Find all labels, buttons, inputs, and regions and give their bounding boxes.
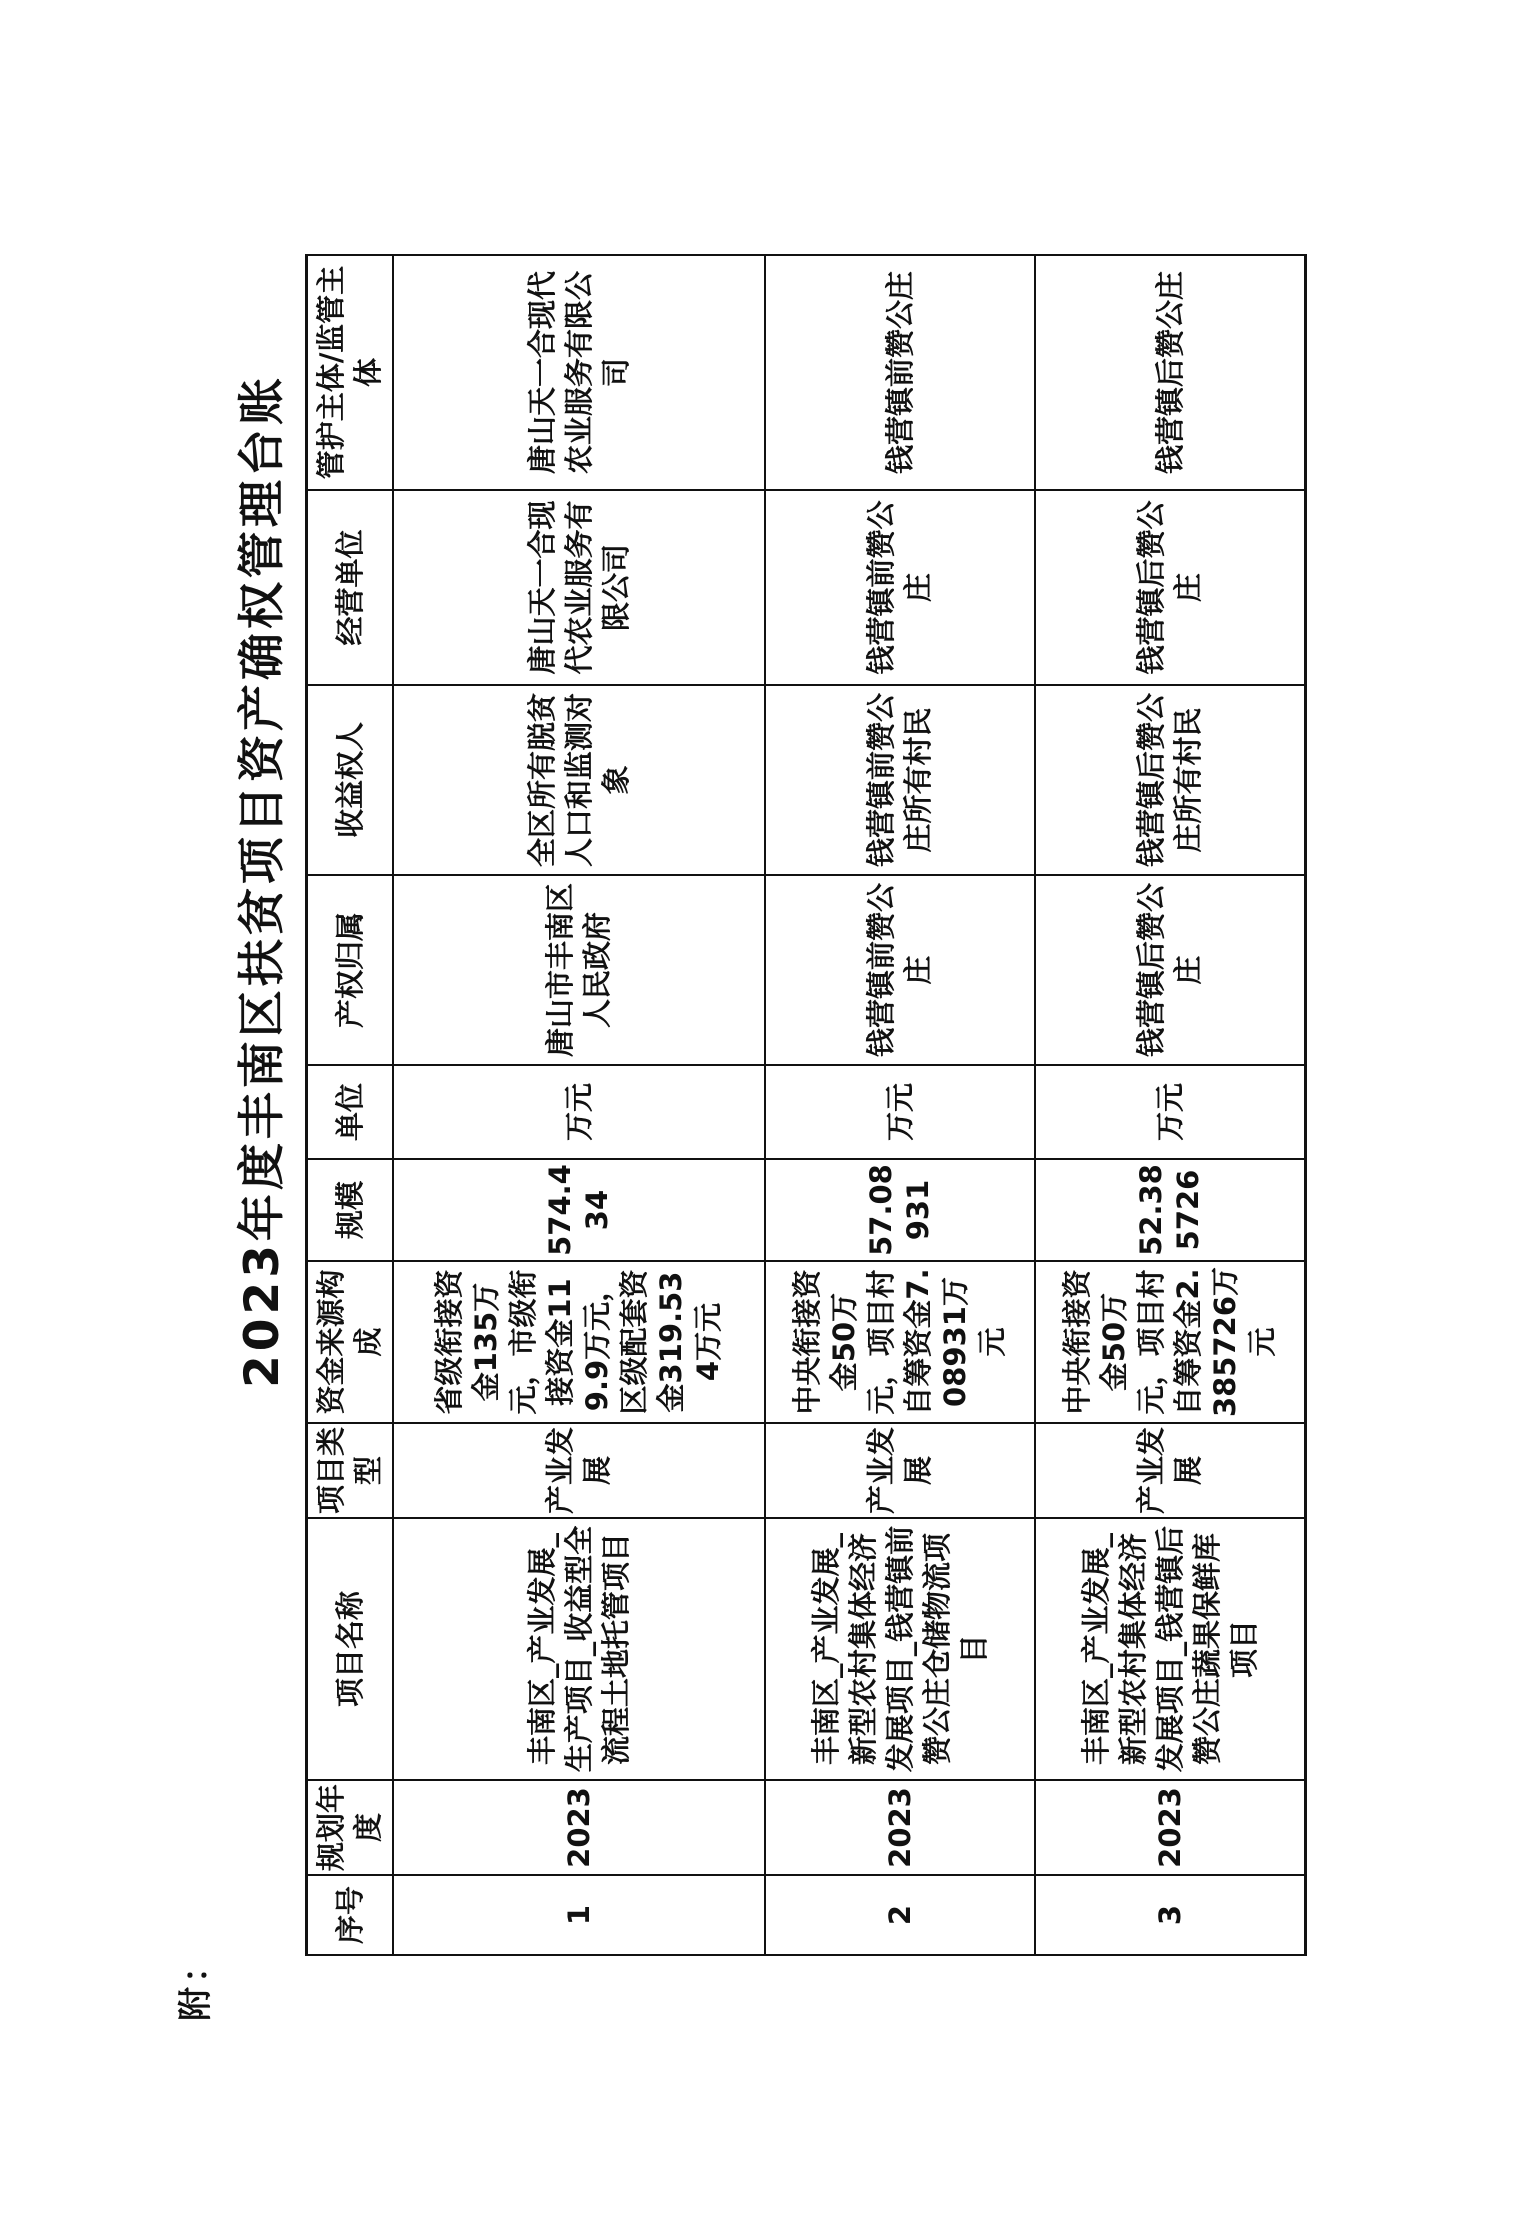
cell-ownership: 唐山市丰南区人民政府	[393, 875, 765, 1065]
cell-name: 丰南区_产业发展_生产项目_收益型全流程土地托管项目	[393, 1518, 765, 1780]
table-row	[393, 255, 765, 1955]
cell-name: 丰南区_产业发展_新型农村集体经济发展项目_钱营镇后赞公庄蔬果保鲜库项目	[1035, 1518, 1306, 1780]
cell-scale: 57.08931	[765, 1159, 1035, 1261]
cell-funding: 中央衔接资金50万元，项目村自筹资金7.08931万元	[765, 1261, 1035, 1423]
cell-unit: 万元	[1035, 1065, 1306, 1159]
cell-year: 2023	[393, 1780, 765, 1875]
header-ownership: 产权归属	[307, 875, 394, 1065]
document-title: 2023年度丰南区扶贫项目资产确权管理台账	[235, 374, 290, 1388]
table-row	[765, 255, 1035, 1955]
header-operator: 经营单位	[307, 490, 394, 685]
header-funding: 资金来源构成	[307, 1261, 394, 1423]
table-row	[1035, 255, 1306, 1955]
header-beneficiary: 收益权人	[307, 685, 394, 875]
cell-supervisor: 唐山天一合现代农业服务有限公司	[393, 255, 765, 490]
cell-unit: 万元	[393, 1065, 765, 1159]
cell-year: 2023	[765, 1780, 1035, 1875]
cell-beneficiary: 全区所有脱贫人口和监测对象	[393, 685, 765, 875]
cell-ownership: 钱营镇前赞公庄	[765, 875, 1035, 1065]
cell-seq: 3	[1035, 1875, 1306, 1955]
cell-scale: 52.385726	[1035, 1159, 1306, 1261]
cell-scale: 574.434	[393, 1159, 765, 1261]
cell-type: 产业发展	[1035, 1423, 1306, 1518]
cell-supervisor: 钱营镇后赞公庄	[1035, 255, 1306, 490]
cell-type: 产业发展	[393, 1423, 765, 1518]
header-name: 项目名称	[307, 1518, 394, 1780]
cell-funding: 省级衔接资金135万元，市级衔接资金119.9万元，区级配套资金319.534万元	[393, 1261, 765, 1423]
cell-year: 2023	[1035, 1780, 1306, 1875]
cell-operator: 唐山天一合现代农业服务有限公司	[393, 490, 765, 685]
header-year: 规划年度	[307, 1780, 394, 1875]
header-supervisor: 管护主体/监管主体	[307, 255, 394, 490]
attachment-label: 附：	[176, 1945, 216, 2021]
cell-operator: 钱营镇前赞公庄	[765, 490, 1035, 685]
header-type: 项目类型	[307, 1423, 394, 1518]
header-unit: 单位	[307, 1065, 394, 1159]
cell-beneficiary: 钱营镇前赞公庄所有村民	[765, 685, 1035, 875]
header-seq: 序号	[307, 1875, 394, 1955]
header-scale: 规模	[307, 1159, 394, 1261]
cell-unit: 万元	[765, 1065, 1035, 1159]
cell-funding: 中央衔接资金50万元，项目村自筹资金2.385726万元	[1035, 1261, 1306, 1423]
cell-beneficiary: 钱营镇后赞公庄所有村民	[1035, 685, 1306, 875]
cell-seq: 2	[765, 1875, 1035, 1955]
cell-name: 丰南区_产业发展_新型农村集体经济发展项目_钱营镇前赞公庄仓储物流项目	[765, 1518, 1035, 1780]
asset-ledger-table	[305, 254, 1307, 1956]
cell-operator: 钱营镇后赞公庄	[1035, 490, 1306, 685]
cell-ownership: 钱营镇后赞公庄	[1035, 875, 1306, 1065]
cell-type: 产业发展	[765, 1423, 1035, 1518]
cell-seq: 1	[393, 1875, 765, 1955]
table-header-row	[307, 255, 394, 1955]
cell-supervisor: 钱营镇前赞公庄	[765, 255, 1035, 490]
